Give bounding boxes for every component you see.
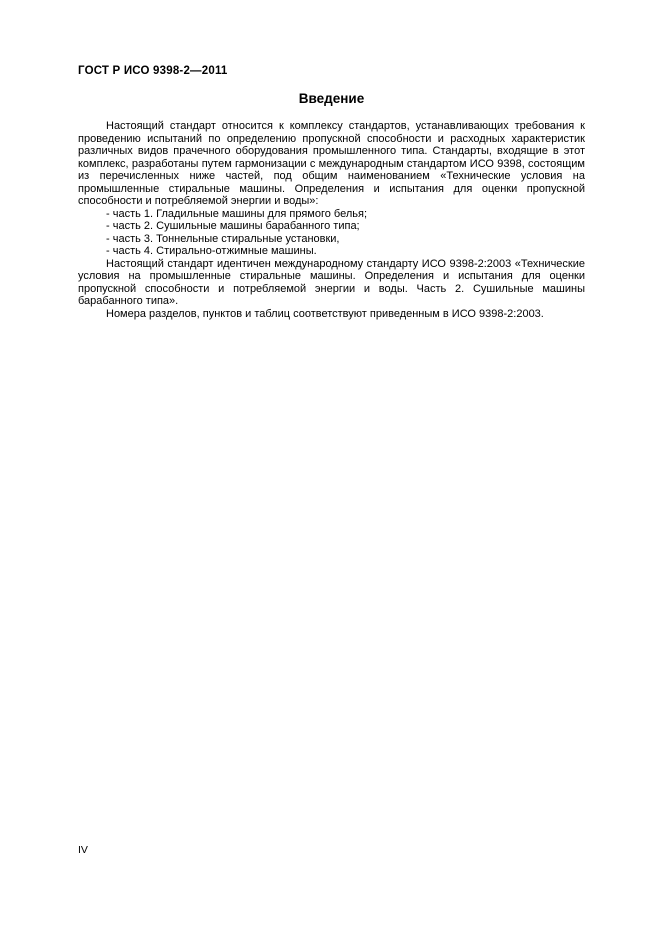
page-title: Введение [298,91,365,106]
list-item-part-3: - часть 3. Тоннельные стиральные установки, [106,232,340,245]
document-code: ГОСТ Р ИСО 9398-2—2011 [78,65,228,77]
intro-paragraph-2: Настоящий стандарт идентичен международному стандарту ИСО 9398-2:2003 «Технические условия на промышленные стиральные машины. Определения и испытания для оценки пропускной способности и потребляемой энергии и воды. Часть 2. Сушильные машины барабанного типа». [78,257,585,307]
intro-paragraph-3: Номера разделов, пунктов и таблиц соответствуют приведенным в ИСО 9398-2:2003. [106,307,544,320]
document-body [78,120,585,320]
standard-parts-list [78,208,585,258]
page-number: IV [78,844,88,856]
list-item-part-2: - часть 2. Сушильные машины барабанного типа; [106,220,360,232]
intro-paragraph-1: Настоящий стандарт относится к комплексу стандартов, устанавливающих требования к проведению испытаний по определению пропускной способности и расходных характеристик различных видов прачечного оборудования промышленного типа. Стандарты, входящие в этот комплекс, разработаны путем гармонизации с международным стандартом ИСО 9398, состоящим из перечисленных ниже частей, под общим наименованием «Технические условия на промышленные стиральные машины. Определения и испытания для оценки пропускной способности и потребляемой энергии и воды»: [78,120,585,207]
list-item-part-4: - часть 4. Стирально-отжимные машины. [106,245,317,257]
list-item-part-1: - часть 1. Гладильные машины для прямого белья; [106,207,368,220]
